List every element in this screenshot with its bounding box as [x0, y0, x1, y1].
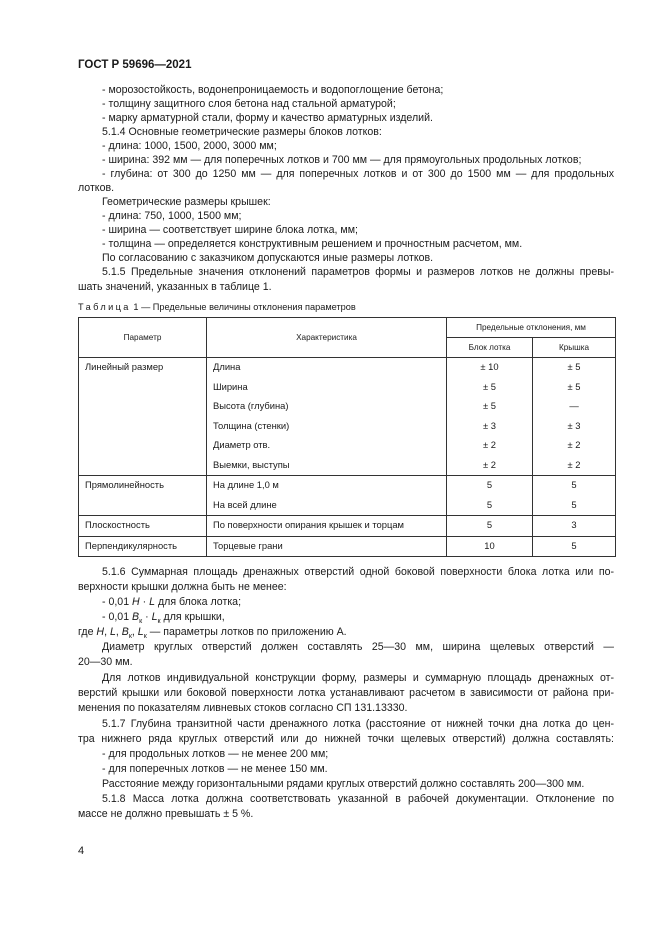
formula-var: L: [109, 626, 116, 638]
char-text: На длине 1,0 м: [213, 479, 279, 490]
text-line: - глубина: от 300 до 1250 мм — для поперечных лотков и от 300 до 1500 мм — для продольных: [102, 168, 614, 180]
table-row: [79, 476, 616, 496]
text-line: 5.1.8 Масса лотка должна соответствовать указанной в рабочей документации. Отклонение по: [102, 793, 614, 805]
text-line: верхности крышки должна быть не менее:: [78, 581, 287, 593]
text-line: - ширина: 392 мм — для поперечных лотков и 700 мм — для прямоугольных продольных лотков;: [102, 154, 582, 166]
table-caption-text: — Предельные величины отклонения параметров: [138, 302, 356, 312]
param-linear: Линейный размер: [85, 361, 164, 372]
cover-value: ± 5: [567, 361, 581, 372]
text-line: 5.1.6 Суммарная площадь дренажных отверстий одной боковой поверхности блока лотка или по-: [102, 566, 614, 578]
header-char: Характеристика: [207, 318, 447, 358]
text-line: По согласованию с заказчиком допускаются иные размеры лотков.: [102, 252, 434, 264]
text-line: - для продольных лотков — не менее 200 мм;: [102, 748, 329, 760]
char-cell: [207, 456, 447, 476]
formula-text: ,: [104, 626, 110, 638]
text-line: - для поперечных лотков — не менее 150 мм.: [102, 763, 328, 775]
text-line: Для лотков индивидуальной конструкции форму, размеры и суммарную площадь дренажных от-: [102, 672, 614, 684]
table-caption-prefix: Таблица: [78, 302, 131, 312]
block-cell: [447, 397, 533, 417]
formula-sub: к: [157, 618, 161, 626]
char-text: Торцевые грани: [213, 539, 283, 551]
char-cell: [207, 516, 447, 537]
block-value: ± 5: [483, 400, 496, 411]
formula-text: ,: [131, 626, 138, 638]
block-cell: [447, 456, 533, 476]
block-cell: [447, 358, 533, 378]
char-cell: [207, 476, 447, 496]
block-cell: [447, 417, 533, 437]
table-row: [79, 358, 616, 378]
formula-sub: к: [128, 633, 132, 641]
text-line: - ширина — соответствует ширине блока лотка, мм;: [102, 224, 358, 236]
text-line-5-1-5-b: шать значений, указанных в таблице 1.: [78, 281, 272, 293]
block-cell: [447, 378, 533, 398]
cover-value: ± 2: [567, 439, 581, 450]
text-line: 5.1.4 Основные геометрические размеры блоков лотков:: [102, 126, 382, 138]
cover-cell: [533, 536, 616, 557]
formula-text: где: [78, 626, 97, 638]
formula-sub: к: [143, 633, 147, 641]
block-cell: [447, 516, 533, 537]
param-perpendicularity: Перпендикулярность: [85, 539, 178, 551]
char-text: Выемки, выступы: [213, 458, 290, 470]
char-cell: [207, 378, 447, 398]
block-cell: [447, 536, 533, 557]
block-cell: [447, 476, 533, 496]
param-cell: [79, 476, 207, 516]
formula-text: - 0,01: [102, 596, 133, 608]
table-caption-number: 1: [133, 302, 139, 312]
cover-cell: [533, 516, 616, 537]
block-value: 10: [484, 539, 495, 551]
char-text: По поверхности опирания крышек и торцам: [213, 519, 404, 530]
text-line: - марку арматурной стали, форму и качество арматурных изделий.: [102, 112, 433, 124]
formula-line-block: [102, 596, 241, 609]
text-line: - длина: 1000, 1500, 2000, 3000 мм;: [102, 140, 277, 152]
char-cell: [207, 436, 447, 456]
text-line: - длина: 750, 1000, 1500 мм;: [102, 210, 242, 222]
text-line: - морозостойкость, водонепроницаемость и водопоглощение бетона;: [102, 84, 444, 96]
char-text: На всей длине: [213, 498, 277, 510]
document-header: ГОСТ Р 59696—2021: [78, 59, 192, 71]
text-line: - толщина — определяется конструктивным решением и прочностным расчетом, мм.: [102, 238, 523, 250]
char-text: Длина: [213, 361, 241, 372]
cover-cell: [533, 496, 616, 516]
block-value: 5: [486, 498, 493, 510]
param-straightness: Прямолинейность: [85, 479, 164, 490]
text-line: тра нижнего ряда круглых отверстий или до нижней точки щелевых отверстий) должна составлять:: [78, 733, 614, 745]
cover-value: 5: [571, 539, 577, 551]
param-cell: [79, 358, 207, 476]
block-value: ± 3: [483, 419, 496, 431]
block-value: ± 5: [483, 380, 496, 392]
table-row: [79, 536, 616, 557]
char-cell: [207, 397, 447, 417]
char-text: Диаметр отв.: [213, 439, 271, 450]
cover-cell: [533, 358, 616, 378]
formula-var: L: [149, 596, 156, 608]
char-cell: [207, 536, 447, 557]
formula-var: L: [151, 611, 158, 623]
char-text: Толщина (стенки): [213, 419, 290, 431]
block-value: 5: [486, 519, 493, 530]
formula-text: - 0,01: [102, 611, 133, 623]
formula-sub: к: [139, 618, 143, 626]
formula-var: H: [132, 596, 140, 608]
text-line-5-1-5-a: 5.1.5 Предельные значения отклонений параметров формы и размеров лотков не должны превы-: [102, 266, 614, 278]
param-cell: [79, 536, 207, 557]
cover-value: ± 3: [567, 419, 581, 431]
formula-text: ·: [142, 611, 152, 623]
char-text: Высота (глубина): [213, 400, 289, 411]
cover-value: 3: [571, 519, 577, 530]
block-cell: [447, 436, 533, 456]
text-line: менения по показателям ливневых стоков согласно СП 131.13330.: [78, 702, 408, 714]
block-value: ± 2: [483, 439, 496, 450]
cover-value: ± 2: [567, 458, 581, 470]
text-line: 20—30 мм.: [78, 656, 133, 668]
text-line: 5.1.7 Глубина транзитной части дренажного лотка (расстояние от нижней точки дна лотка до цен-: [102, 718, 614, 730]
cover-cell: [533, 436, 616, 456]
block-value: 5: [486, 479, 493, 490]
cover-cell: [533, 456, 616, 476]
cover-value: —: [569, 400, 579, 411]
param-flatness: Плоскостность: [85, 519, 150, 530]
formula-text: — параметры лотков по приложению А.: [146, 626, 347, 638]
formula-text: ·: [139, 596, 150, 608]
formula-text: для блока лотка;: [155, 596, 242, 608]
block-value: ± 2: [483, 458, 496, 470]
cover-value: 5: [571, 498, 577, 510]
char-text: Ширина: [213, 380, 248, 392]
block-cell: [447, 496, 533, 516]
text-line: Расстояние между горизонтальными рядами круглых отверстий должно составлять 200—300 мм.: [102, 778, 585, 790]
char-cell: [207, 358, 447, 378]
formula-var: L: [137, 626, 144, 638]
header-param: Параметр: [79, 318, 207, 358]
text-line: верстий крышки или боковой поверхности лотка устанавливают расчетом в зависимости от района при-: [78, 687, 614, 699]
char-cell: [207, 417, 447, 437]
formula-var: H: [96, 626, 105, 638]
formula-var: B: [132, 611, 140, 623]
text-line: Диаметр круглых отверстий должен составлять 25—30 мм, ширина щелевых отверстий —: [102, 641, 614, 653]
table-caption: [78, 302, 356, 312]
cover-cell: [533, 476, 616, 496]
cover-value: ± 5: [567, 380, 581, 392]
table-row: [79, 516, 616, 537]
header-block: Блок лотка: [447, 338, 533, 358]
formula-text: ,: [115, 626, 122, 638]
cover-cell: [533, 397, 616, 417]
param-cell: [79, 516, 207, 537]
cover-cell: [533, 417, 616, 437]
text-line: Геометрические размеры крышек:: [102, 196, 271, 208]
formula-text: для крышки,: [160, 611, 225, 623]
deviation-table: [78, 317, 616, 557]
block-value: ± 10: [480, 361, 499, 372]
text-line: лотков.: [78, 182, 115, 194]
header-cover: Крышка: [533, 338, 616, 358]
page-number: 4: [78, 845, 85, 857]
char-cell: [207, 496, 447, 516]
text-line: - толщину защитного слоя бетона над стальной арматурой;: [102, 98, 396, 110]
header-deviation: Предельные отклонения, мм: [447, 318, 616, 338]
text-line: массе не должно превышать ± 5 %.: [78, 808, 254, 820]
formula-var: B: [121, 626, 129, 638]
cover-value: 5: [571, 479, 577, 490]
cover-cell: [533, 378, 616, 398]
